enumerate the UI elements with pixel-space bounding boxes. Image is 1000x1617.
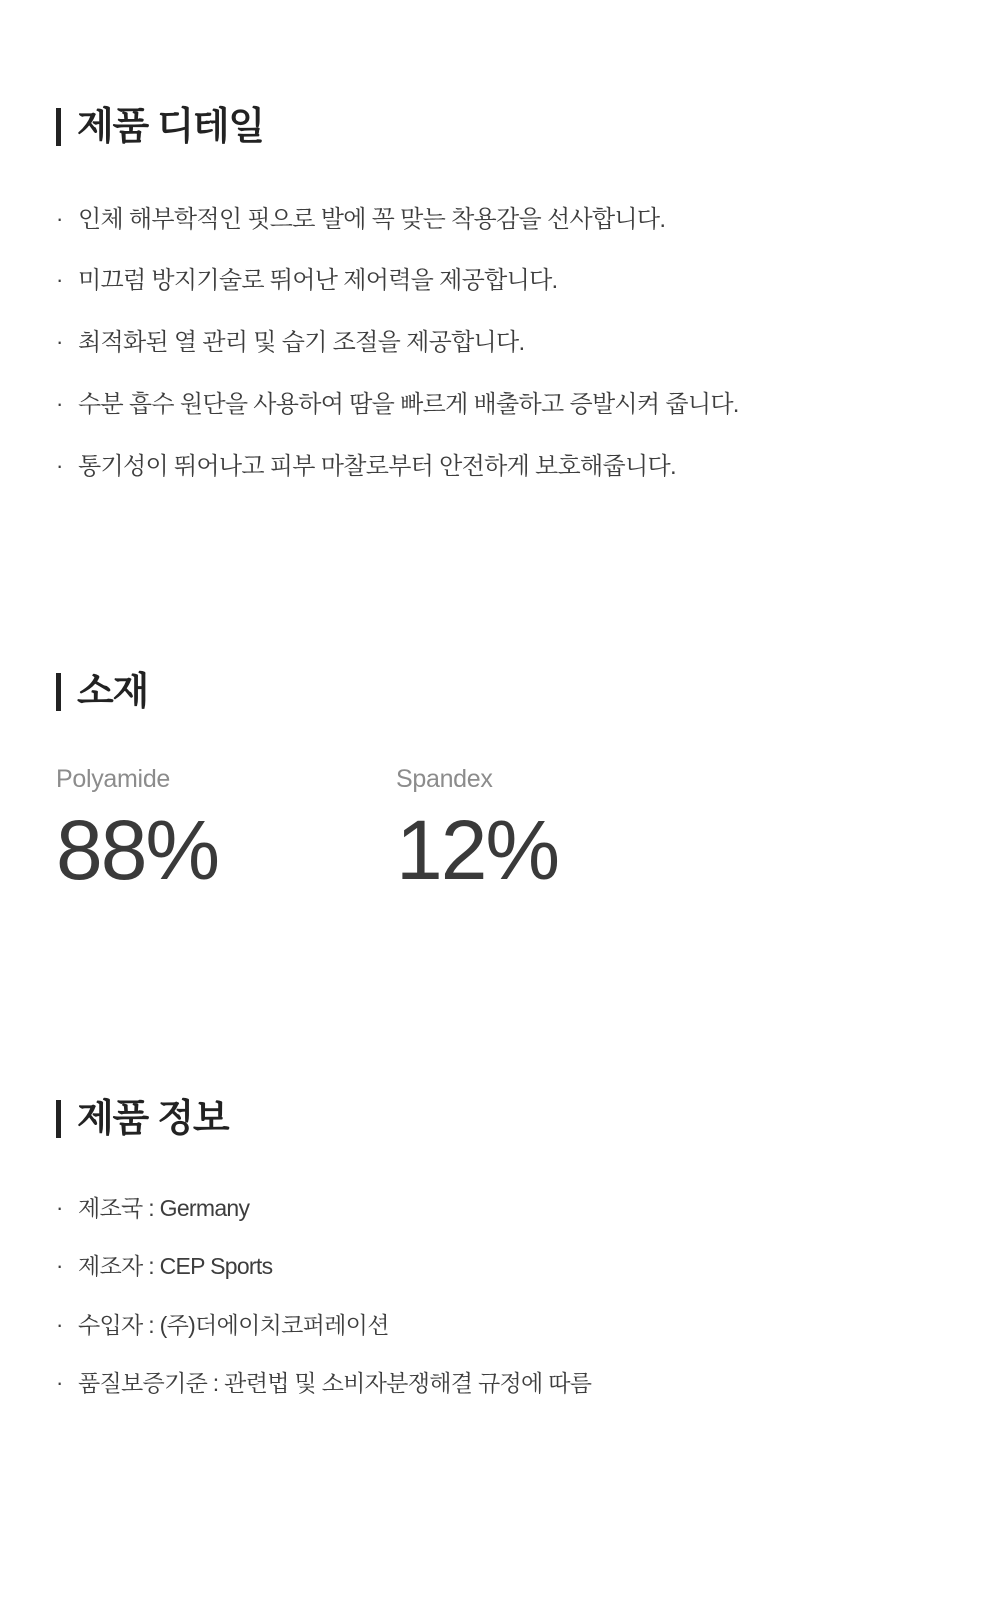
list-item	[56, 329, 739, 358]
list-item	[56, 206, 739, 235]
material-section	[56, 641, 736, 897]
bullet-dot-icon: ·	[56, 1253, 63, 1279]
bullet-dot-icon: ·	[56, 1194, 63, 1220]
material-name: Polyamide	[56, 764, 171, 793]
list-item	[56, 1195, 591, 1223]
section-title-text: 소재	[77, 670, 149, 713]
section-title-text: 제품 정보	[77, 1097, 229, 1140]
section-title-product-info	[56, 1097, 591, 1140]
list-item-text: 제조자 : CEP Sports	[78, 1253, 273, 1280]
list-item-text: 통기성이 뛰어나고 피부 마찰로부터 안전하게 보호해줍니다.	[78, 452, 676, 480]
material-percentage: 12%	[396, 802, 559, 897]
list-item	[56, 1370, 591, 1398]
list-item-text: 수입자 : (주)더에이치코퍼레이션	[78, 1311, 389, 1338]
material-entry	[396, 764, 736, 897]
material-name: Spandex	[396, 764, 493, 793]
heading-bar-icon	[56, 1100, 61, 1138]
material-composition-grid	[56, 764, 736, 897]
list-item	[56, 453, 739, 482]
product-info-section	[56, 1068, 591, 1429]
list-item	[56, 267, 739, 296]
heading-bar-icon	[56, 673, 61, 711]
product-detail-list	[56, 206, 739, 482]
section-title-material	[56, 670, 736, 713]
list-item	[56, 1253, 591, 1281]
product-detail-section	[56, 76, 739, 515]
heading-bar-icon	[56, 108, 61, 146]
material-percentage: 88%	[56, 802, 219, 897]
list-item-text: 제조국 : Germany	[78, 1194, 250, 1221]
section-title-text: 제품 디테일	[77, 105, 264, 148]
product-info-list	[56, 1195, 591, 1398]
bullet-dot-icon: ·	[56, 267, 63, 293]
material-entry	[56, 764, 396, 897]
section-title-product-detail	[56, 105, 739, 148]
bullet-dot-icon: ·	[56, 390, 63, 416]
bullet-dot-icon: ·	[56, 1370, 63, 1396]
bullet-dot-icon: ·	[56, 1311, 63, 1337]
list-item	[56, 391, 739, 420]
bullet-dot-icon: ·	[56, 205, 63, 231]
list-item-text: 최적화된 열 관리 및 습기 조절을 제공합니다.	[78, 329, 525, 357]
list-item-text: 품질보증기준 : 관련법 및 소비자분쟁해결 규정에 따름	[78, 1370, 592, 1397]
list-item-text: 수분 흡수 원단을 사용하여 땀을 빠르게 배출하고 증발시켜 줍니다.	[78, 390, 739, 418]
list-item-text: 인체 해부학적인 핏으로 발에 꼭 맞는 착용감을 선사합니다.	[78, 205, 666, 233]
list-item	[56, 1312, 591, 1340]
bullet-dot-icon: ·	[56, 329, 63, 355]
bullet-dot-icon: ·	[56, 452, 63, 478]
list-item-text: 미끄럼 방지기술로 뛰어난 제어력을 제공합니다.	[78, 267, 558, 295]
